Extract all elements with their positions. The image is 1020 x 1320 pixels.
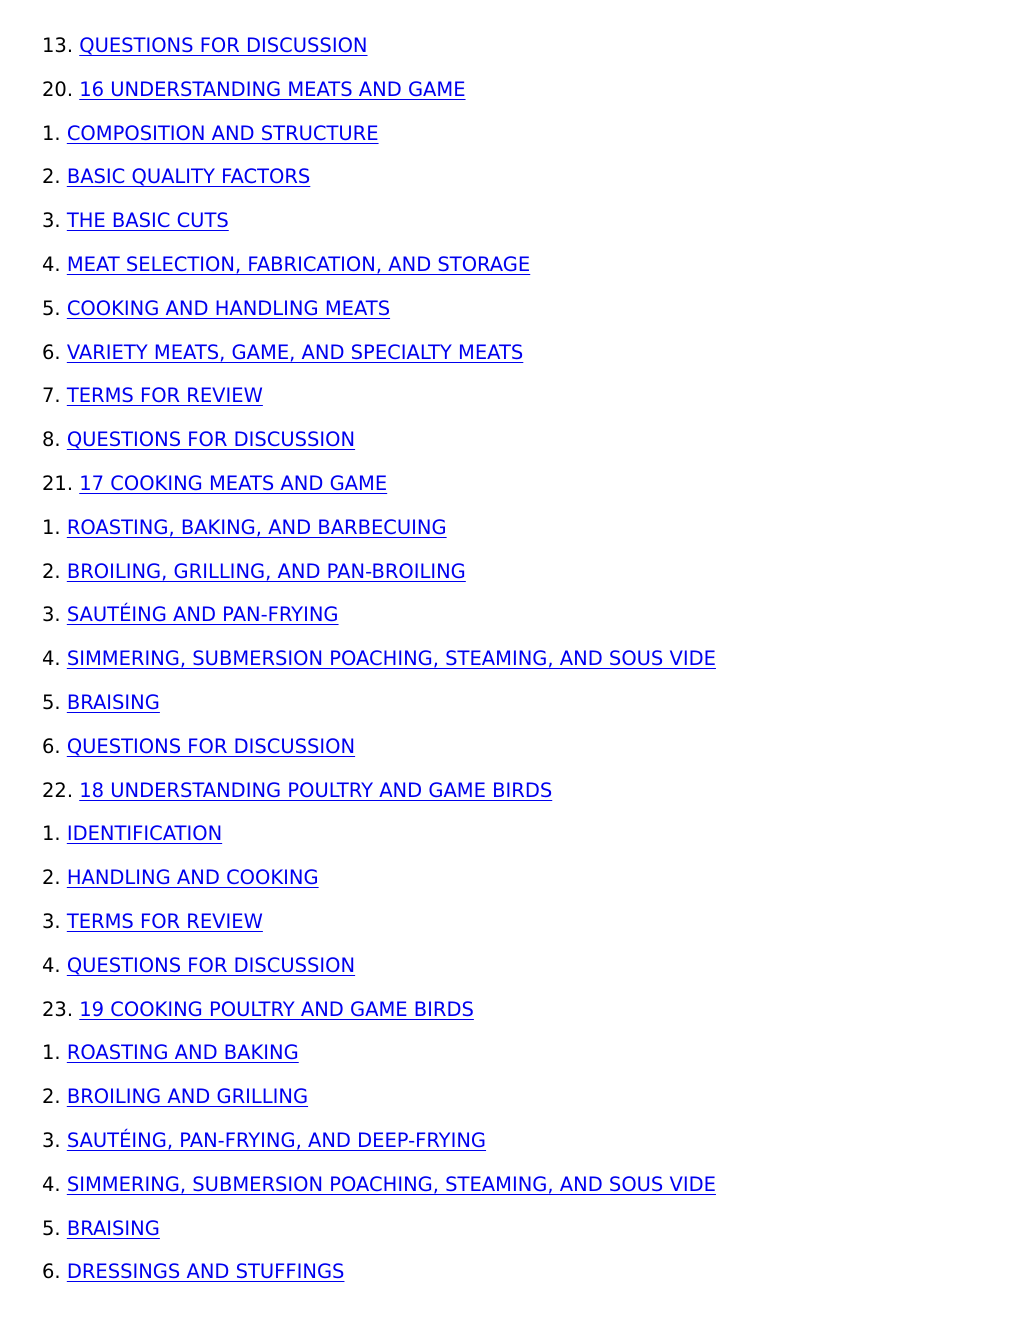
toc-item — [42, 1125, 716, 1169]
toc-item — [42, 862, 716, 906]
toc-item — [42, 74, 716, 118]
toc-item-number: 6. — [42, 734, 61, 758]
toc-item — [42, 818, 716, 862]
toc-item-number: 4. — [42, 647, 61, 671]
toc-item-number: 6. — [42, 1260, 61, 1284]
toc-item-number: 4. — [42, 252, 61, 276]
toc-item — [42, 994, 716, 1038]
toc-link[interactable]: BASIC QUALITY FACTORS — [66, 165, 311, 189]
toc-link[interactable]: ROASTING AND BAKING — [66, 1041, 299, 1065]
toc-link[interactable]: 17 COOKING MEATS AND GAME — [79, 471, 388, 495]
toc-item — [42, 1169, 716, 1213]
toc-link[interactable]: BRAISING — [66, 1216, 160, 1240]
toc-link[interactable]: QUESTIONS FOR DISCUSSION — [66, 734, 356, 758]
toc-item-number: 5. — [42, 296, 61, 320]
toc-item — [42, 118, 716, 162]
toc-item-number: 1. — [42, 515, 61, 539]
toc-link[interactable]: SAUTÉING, PAN-FRYING, AND DEEP-FRYING — [66, 1128, 487, 1152]
toc-item — [42, 556, 716, 600]
toc-item — [42, 1037, 716, 1081]
toc-item-number: 1. — [42, 822, 61, 846]
toc-item-number: 2. — [42, 559, 61, 583]
toc-item-number: 3. — [42, 1128, 61, 1152]
toc-link[interactable]: MEAT SELECTION, FABRICATION, AND STORAGE — [66, 252, 531, 276]
toc-item-number: 7. — [42, 384, 61, 408]
toc-link[interactable]: QUESTIONS FOR DISCUSSION — [79, 34, 368, 57]
toc-link[interactable]: 18 UNDERSTANDING POULTRY AND GAME BIRDS — [79, 778, 553, 802]
toc-link[interactable]: 19 COOKING POULTRY AND GAME BIRDS — [79, 997, 474, 1021]
toc-item-number: 2. — [42, 1085, 61, 1109]
toc-item — [42, 424, 716, 468]
toc-link[interactable]: DRESSINGS AND STUFFINGS — [66, 1260, 345, 1284]
toc-link[interactable]: TERMS FOR REVIEW — [66, 384, 263, 408]
toc-link[interactable]: TERMS FOR REVIEW — [66, 909, 263, 933]
toc-item-number: 3. — [42, 603, 61, 627]
toc-item-number: 4. — [42, 1172, 61, 1196]
toc-item-number: 22. — [42, 778, 74, 802]
toc-item-number: 1. — [42, 121, 61, 145]
toc-link[interactable]: IDENTIFICATION — [66, 822, 223, 846]
toc-item-number: 6. — [42, 340, 61, 364]
toc-link[interactable]: BROILING, GRILLING, AND PAN-BROILING — [66, 559, 466, 583]
toc-link[interactable]: SIMMERING, SUBMERSION POACHING, STEAMING, AND SOUS VIDE — [66, 647, 716, 671]
toc-link[interactable]: 16 UNDERSTANDING MEATS AND GAME — [79, 77, 466, 101]
toc-item — [42, 775, 716, 819]
toc-item — [42, 30, 716, 74]
toc-item-number: 2. — [42, 866, 61, 890]
toc-item — [42, 643, 716, 687]
toc-item — [42, 1256, 716, 1300]
toc-item-number: 4. — [42, 953, 61, 977]
toc-item — [42, 950, 716, 994]
toc-item-number: 5. — [42, 690, 61, 714]
toc-link[interactable]: COOKING AND HANDLING MEATS — [66, 296, 391, 320]
table-of-contents — [42, 30, 716, 1300]
toc-item-number: 5. — [42, 1216, 61, 1240]
toc-item — [42, 293, 716, 337]
toc-link[interactable]: COMPOSITION AND STRUCTURE — [66, 121, 379, 145]
toc-item-number: 3. — [42, 209, 61, 233]
toc-link[interactable]: THE BASIC CUTS — [66, 209, 229, 233]
toc-item — [42, 906, 716, 950]
toc-link[interactable]: SIMMERING, SUBMERSION POACHING, STEAMING, AND SOUS VIDE — [66, 1172, 716, 1196]
toc-item — [42, 1213, 716, 1257]
toc-item-number: 8. — [42, 428, 61, 452]
toc-link[interactable]: VARIETY MEATS, GAME, AND SPECIALTY MEATS — [66, 340, 524, 364]
toc-item-number: 2. — [42, 165, 61, 189]
toc-item-number: 23. — [42, 997, 74, 1021]
toc-item — [42, 731, 716, 775]
toc-link[interactable]: QUESTIONS FOR DISCUSSION — [66, 428, 356, 452]
toc-link[interactable]: ROASTING, BAKING, AND BARBECUING — [66, 515, 447, 539]
toc-item — [42, 205, 716, 249]
toc-item-number: 1. — [42, 1041, 61, 1065]
toc-item — [42, 512, 716, 556]
toc-item — [42, 161, 716, 205]
toc-item — [42, 337, 716, 381]
toc-item-number: 21. — [42, 471, 74, 495]
toc-item — [42, 380, 716, 424]
toc-item — [42, 599, 716, 643]
toc-item-number: 3. — [42, 909, 61, 933]
toc-link[interactable]: HANDLING AND COOKING — [66, 866, 319, 890]
toc-link[interactable]: BRAISING — [66, 690, 160, 714]
toc-item — [42, 249, 716, 293]
toc-item — [42, 1081, 716, 1125]
toc-item-number: 20. — [42, 77, 74, 101]
toc-link[interactable]: QUESTIONS FOR DISCUSSION — [66, 953, 356, 977]
toc-item-number: 13. — [42, 34, 74, 57]
toc-item — [42, 687, 716, 731]
toc-link[interactable]: SAUTÉING AND PAN-FRYING — [66, 603, 339, 627]
toc-link[interactable]: BROILING AND GRILLING — [66, 1085, 309, 1109]
toc-item — [42, 468, 716, 512]
